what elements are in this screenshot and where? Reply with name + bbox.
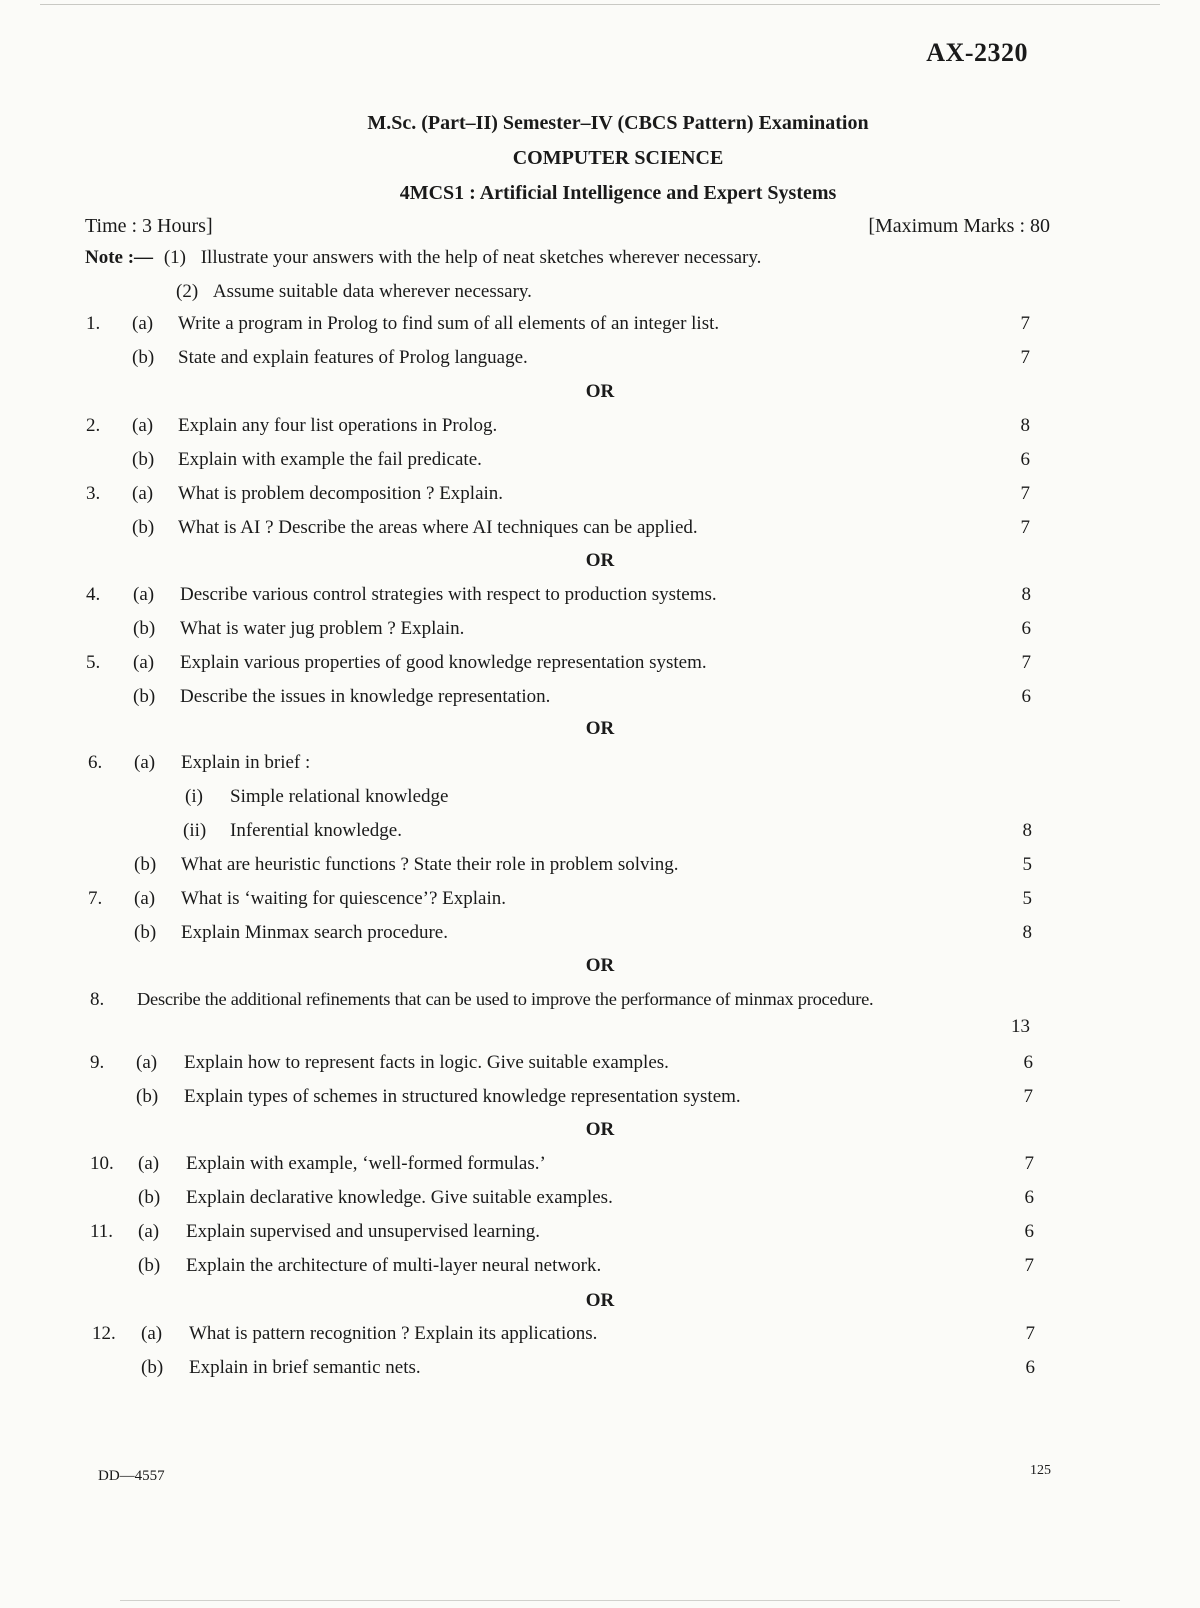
subject-title: COMPUTER SCIENCE [512, 147, 724, 169]
question-text: Explain any four list operations in Prolog. [178, 415, 498, 436]
question-part: (a) [141, 1323, 163, 1344]
question-subitem [0, 786, 1200, 814]
question-part: (b) [136, 1086, 159, 1107]
note-2-text: Assume suitable data wherever necessary. [212, 281, 532, 302]
question-number: 10. [90, 1153, 114, 1174]
question-row [0, 752, 1200, 780]
question-marks: 8 [1022, 820, 1032, 841]
or-divider: OR [585, 1119, 615, 1140]
question-part: (b) [132, 449, 155, 470]
question-row [0, 415, 1200, 443]
question-part: (a) [138, 1153, 160, 1174]
question-text: Describe various control strategies with respect to production systems. [180, 584, 717, 605]
scan-bottom-edge [120, 1600, 1120, 1601]
question-row [0, 1052, 1200, 1080]
question-marks: 7 [1020, 347, 1030, 368]
question-part: (b) [138, 1187, 161, 1208]
question-text: What is pattern recognition ? Explain its applications. [189, 1323, 598, 1344]
question-text: What are heuristic functions ? State their role in problem solving. [181, 854, 679, 875]
question-marks: 8 [1020, 415, 1030, 436]
question-text: What is ‘waiting for quiescence’? Explain. [181, 888, 506, 909]
question-row [0, 989, 1200, 1017]
note-2-number: (2) [176, 281, 199, 302]
question-row [0, 888, 1200, 916]
question-row [0, 652, 1200, 680]
footer-code: DD—4557 [98, 1468, 165, 1484]
question-marks: 7 [1020, 313, 1030, 334]
question-text: What is problem decomposition ? Explain. [178, 483, 504, 504]
note-1-number: (1) [163, 247, 186, 268]
paper-code: AX-2320 [926, 38, 1028, 67]
question-row [0, 1221, 1200, 1249]
question-row [0, 1187, 1200, 1215]
question-text: Explain various properties of good knowledge representation system. [180, 652, 707, 673]
or-divider: OR [585, 955, 615, 976]
question-marks: 6 [1024, 1187, 1034, 1208]
question-row [0, 1255, 1200, 1283]
question-marks: 7 [1024, 1153, 1034, 1174]
question-number: 4. [86, 584, 101, 605]
scan-top-edge [40, 4, 1160, 5]
question-marks: 6 [1021, 686, 1031, 707]
question-number: 2. [86, 415, 101, 436]
question-text: What is AI ? Describe the areas where AI techniques can be applied. [178, 517, 698, 538]
question-text: Explain Minmax search procedure. [181, 922, 448, 943]
question-number: 8. [90, 989, 105, 1010]
note-label: Note :— [85, 247, 154, 268]
question-row [0, 313, 1200, 341]
question-text: Write a program in Prolog to find sum of all elements of an integer list. [178, 313, 720, 334]
question-row [0, 449, 1200, 477]
question-text: Simple relational knowledge [230, 786, 449, 807]
question-row [0, 1357, 1200, 1385]
question-marks: 7 [1023, 1086, 1033, 1107]
question-row [0, 686, 1200, 714]
question-row [0, 1323, 1200, 1351]
question-text: Describe the additional refinements that can be used to improve the performance of minmax procedure. [137, 989, 874, 1009]
question-marks: 8 [1021, 584, 1031, 605]
question-subpart: (i) [185, 786, 203, 807]
question-text: Explain in brief : [181, 752, 311, 773]
question-subpart: (ii) [183, 820, 207, 841]
question-number: 5. [86, 652, 101, 673]
question-subitem [0, 820, 1200, 848]
question-part: (a) [133, 584, 155, 605]
question-row [0, 618, 1200, 646]
question-text: Explain with example, ‘well-formed formulas.’ [186, 1153, 546, 1174]
question-marks: 5 [1022, 854, 1032, 875]
question-marks: 6 [1020, 449, 1030, 470]
question-marks: 6 [1021, 618, 1031, 639]
question-part: (a) [138, 1221, 160, 1242]
time-marks-line [85, 215, 1050, 238]
question-text: Inferential knowledge. [230, 820, 402, 841]
question-number: 9. [90, 1052, 105, 1073]
question-marks: 6 [1025, 1357, 1035, 1378]
question-number: 3. [86, 483, 101, 504]
exam-title: M.Sc. (Part–II) Semester–IV (CBCS Pattern) Examination [367, 112, 869, 134]
question-row [0, 1153, 1200, 1181]
question-part: (a) [132, 415, 154, 436]
question-text: Explain supervised and unsupervised learning. [186, 1221, 541, 1242]
question-number: 1. [86, 313, 101, 334]
question-marks: 8 [1022, 922, 1032, 943]
question-number: 12. [92, 1323, 116, 1344]
question-part: (a) [134, 752, 156, 773]
question-part: (a) [132, 313, 154, 334]
question-part: (a) [136, 1052, 158, 1073]
note-1 [85, 247, 761, 269]
question-part: (b) [132, 517, 155, 538]
question-part: (b) [141, 1357, 164, 1378]
question-text: What is water jug problem ? Explain. [180, 618, 465, 639]
question-number: 6. [88, 752, 103, 773]
question-row [0, 854, 1200, 882]
page-number: 125 [1030, 1463, 1051, 1478]
or-divider: OR [585, 550, 615, 571]
question-marks: 6 [1024, 1221, 1034, 1242]
question-text: Describe the issues in knowledge representation. [180, 686, 551, 707]
or-divider: OR [585, 718, 615, 739]
note-2 [176, 281, 532, 303]
course-title: 4MCS1 : Artificial Intelligence and Expert Systems [399, 182, 837, 204]
maximum-marks: [Maximum Marks : 80 [868, 215, 1050, 237]
question-part: (b) [132, 347, 155, 368]
question-part: (b) [133, 618, 156, 639]
question-row [0, 347, 1200, 375]
question-marks: 7 [1021, 652, 1031, 673]
question-part: (a) [134, 888, 156, 909]
question-marks: 7 [1020, 483, 1030, 504]
question-marks: 5 [1022, 888, 1032, 909]
question-part: (b) [134, 854, 157, 875]
question-marks: 13 [1011, 1016, 1030, 1037]
question-part: (a) [133, 652, 155, 673]
question-marks: 7 [1020, 517, 1030, 538]
question-row [0, 517, 1200, 545]
question-part: (b) [134, 922, 157, 943]
question-part: (b) [133, 686, 156, 707]
question-text: Explain with example the fail predicate. [178, 449, 482, 470]
question-text: Explain types of schemes in structured knowledge representation system. [184, 1086, 741, 1107]
or-divider: OR [585, 381, 615, 402]
question-text: Explain how to represent facts in logic. Give suitable examples. [184, 1052, 669, 1073]
note-1-text: Illustrate your answers with the help of neat sketches wherever necessary. [200, 247, 762, 268]
question-marks: 7 [1024, 1255, 1034, 1276]
or-divider: OR [585, 1290, 615, 1311]
question-text: Explain in brief semantic nets. [189, 1357, 421, 1378]
question-marks: 6 [1023, 1052, 1033, 1073]
question-part: (a) [132, 483, 154, 504]
question-row [0, 483, 1200, 511]
question-part: (b) [138, 1255, 161, 1276]
question-row [0, 1086, 1200, 1114]
question-number: 11. [90, 1221, 114, 1242]
question-text: Explain the architecture of multi-layer neural network. [186, 1255, 602, 1276]
question-text: Explain declarative knowledge. Give suitable examples. [186, 1187, 613, 1208]
question-row [0, 922, 1200, 950]
question-text: State and explain features of Prolog language. [178, 347, 528, 368]
question-marks: 7 [1025, 1323, 1035, 1344]
question-row [0, 584, 1200, 612]
time-allowed: Time : 3 Hours] [85, 215, 213, 237]
question-number: 7. [88, 888, 103, 909]
question-marks-line [0, 1016, 1200, 1044]
